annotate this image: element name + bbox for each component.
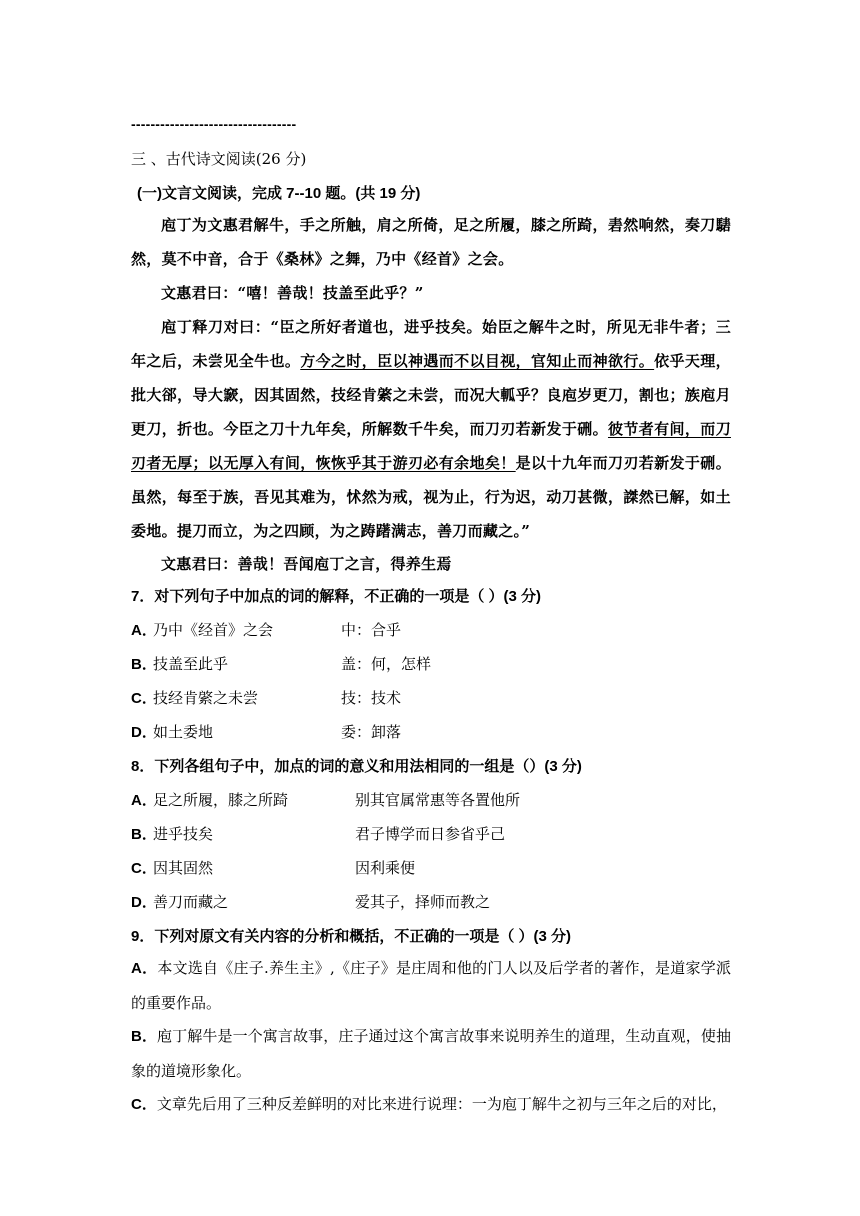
subsection-heading: (一)文言文阅读，完成 7--10 题。(共 19 分) [137, 185, 421, 202]
underlined-sentence-2: 彼节者有间，而刀刃者无厚；以无厚入有间，恢恢乎其于游刃必有余地矣！ [131, 420, 731, 472]
question-7-option-d: D．如土委地 委：卸落 [131, 723, 402, 741]
passage-text: 庖丁释刀对曰：“臣之所好者道也，进乎技矣。始臣之解牛之时，所见无非牛者；三年之后，未尝见全牛也。 [131, 318, 731, 370]
question-8-stem: 8．下列各组句子中，加点的词的意义和用法相同的一组是（）(3 分) [131, 758, 582, 775]
question-8-option-c: C．因其固然 因利乘便 [131, 859, 416, 877]
passage-text: 庖丁为文惠君解牛，手之所触，肩之所倚，足之所履，膝之所踦，砉然响然，奏刀騞然，莫不中音，合于《桑林》之舞，乃中《经首》之会。 [131, 216, 731, 268]
question-9-option-b: B．庖丁解牛是一个寓言故事，庄子通过这个寓言故事来说明养生的道理，生动直观，使抽象的道境形象化。 [131, 1027, 731, 1080]
question-7-option-c: C．技经肯綮之未尝 技：技术 [131, 689, 402, 707]
question-7-option-a: A．乃中《经首》之会 中：合乎 [131, 621, 402, 639]
question-8-option-a: A．足之所履，膝之所踦 别其官属常惠等各置他所 [131, 791, 521, 809]
passage-paragraph-1 [131, 208, 731, 276]
question-7-option-b: B．技盖至此乎 盖：何，怎样 [131, 655, 432, 673]
underlined-sentence-1: 方今之时，臣以神遇而不以目视，官知止而神欲行。 [300, 352, 655, 370]
question-8-option-d: D．善刀而藏之 爱其子，择师而教之 [131, 893, 491, 911]
question-9-stem: 9．下列对原文有关内容的分析和概括，不正确的一项是（ ）(3 分) [131, 928, 572, 945]
passage-text: 文惠君曰：善哉！吾闻庖丁之言，得养生焉 [161, 555, 452, 573]
question-9-option-c: C．文章先后用了三种反差鲜明的对比来进行说理：一为庖丁解牛之初与三年之后的对比， [131, 1095, 727, 1113]
question-7-stem: 7．对下列句子中加点的词的解释，不正确的一项是（ ）(3 分) [131, 588, 542, 605]
divider-line: ---------------------------------- [131, 116, 297, 132]
section-heading: 三 、古代诗文阅读(26 分) [131, 150, 307, 168]
question-9-option-a: A．本文选自《庄子.养生主》,《庄子》是庄周和他的门人以及后学者的著作，是道家学派的重要作品。 [131, 959, 731, 1012]
passage-paragraph-3 [131, 310, 731, 548]
passage-paragraph-4 [131, 547, 731, 581]
passage-text: 依乎天理，批大郤，导大窾，因其固然，技经肯綮之未尝，而况大軱乎？良庖岁更刀，割也；族庖月更刀，折也。今臣之刀十九年矣，所解数千牛矣，而刀刃若新发于硎。 [131, 352, 731, 438]
passage-text: 文惠君曰：“嘻！善哉！技盖至此乎？” [161, 284, 424, 302]
passage-text: 是以十九年而刀刃若新发于硎。虽然，每至于族，吾见其难为，怵然为戒，视为止，行为迟，动刀甚微，謋然已解，如土委地。提刀而立，为之四顾，为之踌躇满志，善刀而藏之。” [131, 454, 731, 540]
question-8-option-b: B．进乎技矣 君子博学而日参省乎己 [131, 825, 506, 843]
passage-paragraph-2 [131, 276, 731, 310]
